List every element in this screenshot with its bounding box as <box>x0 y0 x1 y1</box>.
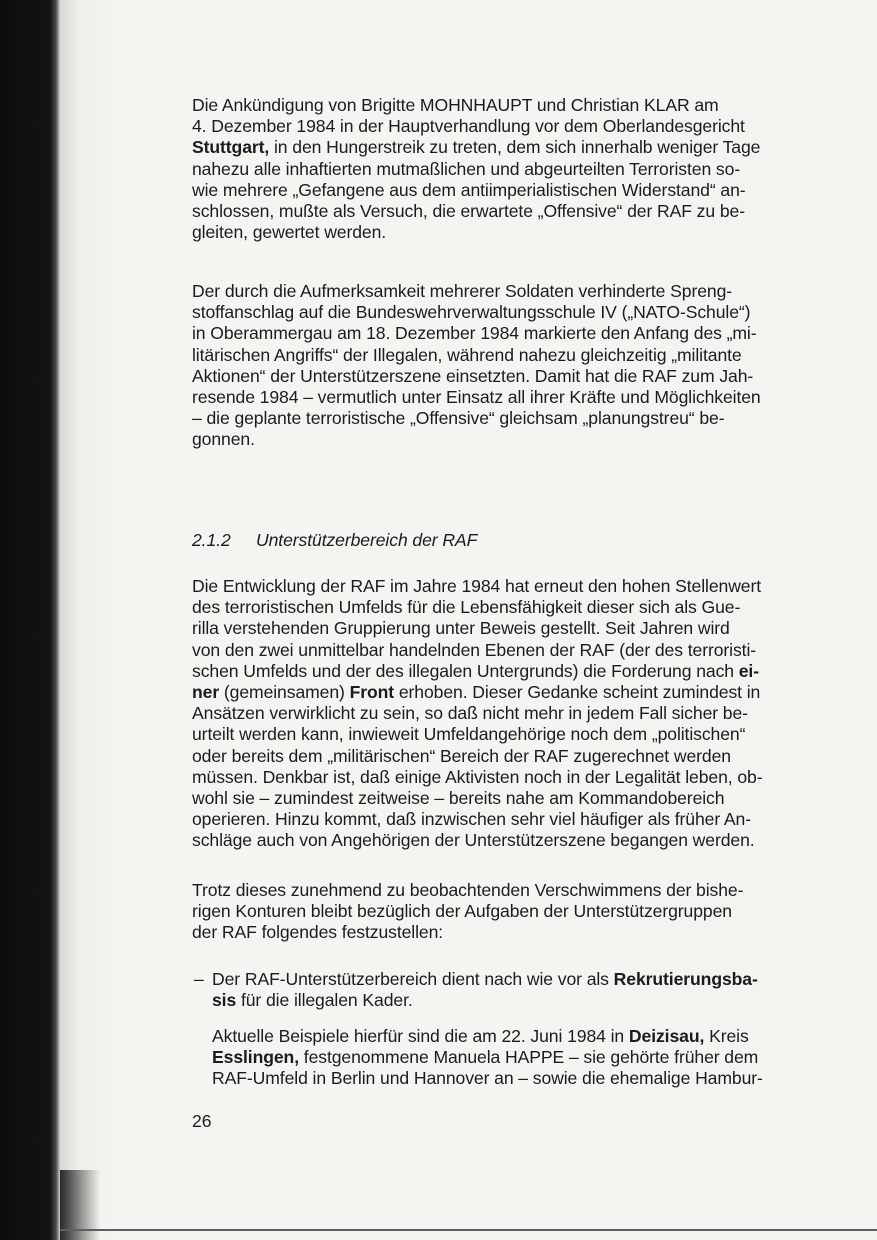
section-number: 2.1.2 <box>192 530 231 550</box>
text-run: Der RAF-Unterstützerbereich dient nach wie vor als <box>212 969 614 989</box>
page-number: 26 <box>192 1111 212 1131</box>
text-run: Die Ankündigung von Brigitte MOHNHAUPT und Christian KLAR am 4. Dezember 1984 in der Hauptverhandlung vor dem Oberlandesgericht <box>192 95 745 137</box>
paragraph-verschwimmen: Trotz dieses zunehmend zu beobachtenden Verschwimmens der bishe- rigen Konturen bleibt bezüglich der Aufgaben der Unterstützergruppen der RAF folgendes festzustellen: <box>192 880 744 943</box>
paragraph-beispiele <box>212 1026 831 1090</box>
section-title: Unterstützerbereich der RAF <box>256 530 478 550</box>
bullet-dash: – <box>194 969 204 989</box>
page-bottom-edge <box>60 1229 877 1231</box>
text-run: Die Entwicklung der RAF im Jahre 1984 hat erneut den hohen Stellenwert des terroristischen Umfelds für die Lebensfähigkeit dieser sich als Gue- rilla verstehenden Gruppierung unter Beweis gestellt. Seit Jahren wird von den zwei unmittelbar handelnden Ebenen der RAF (der des terroristi- schen Umfelds und der des illegalen Untergrunds) die Forderung nach <box>192 576 762 681</box>
bold-text: ei- ner <box>192 660 759 703</box>
bold-text: Deizisau, <box>628 1026 705 1046</box>
book-binding-shadow <box>0 0 60 1240</box>
paragraph-sprengstoffanschlag: Der durch die Aufmerksamkeit mehrerer Soldaten verhinderte Spreng- stoffanschlag auf die Bundeswehrverwaltungsschule IV („NATO-Schule“) in Oberammergau am 18. Dezember 1984 markierte den Anfang des „mi- litärischen Angriffs“ der Illegalen, während nahezu gleichzeitig „militante Aktionen“ der Unterstützerszene einsetzten. Damit hat die RAF zum Jah- resende 1984 – vermutlich unter Einsatz all ihrer Kräfte und Möglichkeiten – die geplante terroristische „Offensive“ gleichsam „planungstreu“ be- gonnen. <box>192 281 761 450</box>
text-run: festgenommene Manuela HAPPE – sie gehörte früher dem RAF-Umfeld in Berlin und Hannover an – sowie die ehemalige Hambur- <box>212 1047 763 1089</box>
bold-text: Stuttgart, <box>192 137 270 158</box>
bullet-text <box>212 969 831 1011</box>
text-run: Aktuelle Beispiele hierfür sind die am 22. Juni 1984 in <box>212 1026 629 1046</box>
paragraph-hungerstreik <box>192 95 831 243</box>
bold-text: Front <box>349 682 395 703</box>
text-run: erhoben. Dieser Gedanke scheint zumindest in Ansätzen verwirklicht zu sein, so daß nicht mehr in jedem Fall sicher be- urteilt werden kann, inwieweit Umfeldangehörige noch dem „politischen“ oder bereits dem „militärischen“ Bereich der RAF zugerechnet werden müssen. Denkbar ist, daß einige Aktivisten noch in der Legalität leben, ob- wohl sie – zumindest zeitweise – bereits nahe am Kommandobereich operieren. Hinzu kommt, daß inzwischen sehr viel häufiger als früher An- schläge auch von Angehörigen der Unterstützerszene begangen werden. <box>192 682 763 851</box>
section-heading <box>192 530 477 551</box>
text-run: Kreis <box>709 1026 749 1046</box>
paragraph-entwicklung <box>192 576 831 852</box>
text-run: (gemeinsamen) <box>219 682 350 703</box>
bold-text: Esslingen, <box>212 1047 299 1068</box>
bullet-item <box>192 969 831 1011</box>
text-run: in den Hungerstreik zu treten, dem sich innerhalb weniger Tage nahezu alle inhaftierten mutmaßlichen und abgeurteilten Terroristen so- wie mehrere „Gefangene aus dem antiimperialistischen Widerstand“ an- schlossen, mußte als Versuch, die erwartete „Offensive“ der RAF zu be- gleiten, gewertet werden. <box>192 137 761 243</box>
text-run: für die illegalen Kader. <box>236 990 413 1011</box>
bold-text: Rekrutierungsba- sis <box>212 969 758 1011</box>
